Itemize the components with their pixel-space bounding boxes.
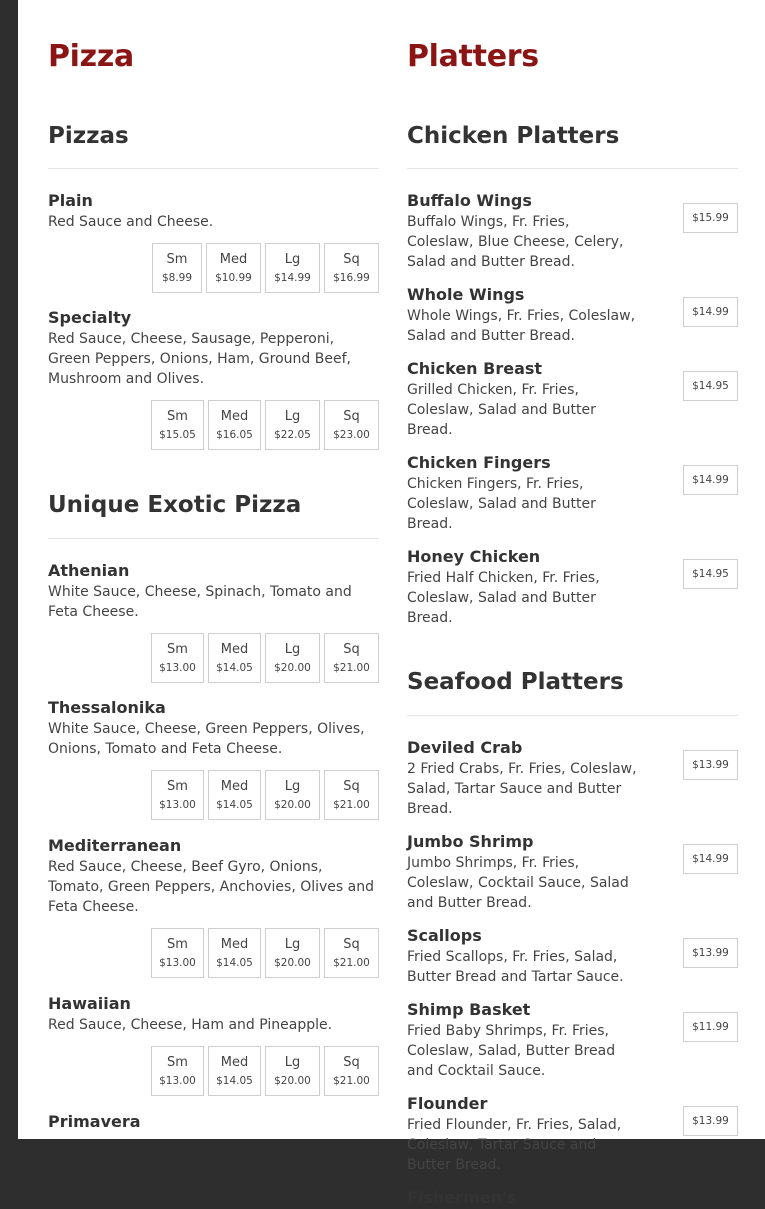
- price-label: $21.00: [333, 662, 370, 674]
- price-badge[interactable]: $14.99: [683, 297, 738, 327]
- size-label: Lg: [284, 937, 301, 952]
- price-option-med[interactable]: [208, 770, 261, 820]
- price-options: [48, 400, 379, 450]
- item-description: Fried Scallops, Fr. Fries, Salad, Butter Bread and Tartar Sauce.: [407, 949, 624, 985]
- price-label: $13.00: [159, 662, 196, 674]
- section-title-pizzas: Pizzas: [48, 123, 129, 149]
- item-name: Flounder: [407, 1094, 488, 1113]
- item-description: Fried Baby Shrimps, Fr. Fries, Coleslaw, Salad, Butter Bread and Cocktail Sauce.: [407, 1023, 616, 1079]
- item-name: Primavera: [48, 1112, 141, 1131]
- size-label: Lg: [284, 1055, 301, 1070]
- menu-item-scallops[interactable]: [407, 925, 738, 987]
- size-label: Sq: [343, 1055, 360, 1070]
- item-name: Plain: [48, 191, 93, 210]
- item-name: Honey Chicken: [407, 547, 541, 566]
- divider: [407, 715, 738, 716]
- menu-item-buffalo-wings[interactable]: [407, 190, 738, 272]
- size-label: Sq: [343, 779, 360, 794]
- menu-item-thessalonika[interactable]: [48, 697, 379, 820]
- size-label: Med: [220, 937, 249, 952]
- price-label: $22.05: [274, 429, 311, 441]
- item-name: Deviled Crab: [407, 738, 523, 757]
- item-description: Red Sauce and Cheese.: [48, 214, 214, 230]
- price-option-med[interactable]: [206, 243, 261, 293]
- item-name: Athenian: [48, 561, 130, 580]
- item-description: Fried Half Chicken, Fr. Fries, Coleslaw, Salad and Butter Bread.: [407, 570, 600, 626]
- divider: [48, 168, 379, 169]
- item-description: White Sauce, Cheese, Green Peppers, Olives, Onions, Tomato and Feta Cheese.: [48, 721, 365, 757]
- price-label: $20.00: [274, 799, 311, 811]
- item-description: White Sauce, Cheese, Spinach, Tomato and Feta Cheese.: [48, 584, 352, 620]
- menu-item-mediterranean[interactable]: [48, 835, 379, 978]
- price-options: [48, 1046, 379, 1096]
- price-label: $13.00: [159, 957, 196, 969]
- size-label: Sm: [167, 779, 188, 794]
- menu-item-specialty[interactable]: [48, 307, 379, 450]
- menu-item-jumbo-shrimp[interactable]: [407, 831, 738, 913]
- size-label: Sq: [343, 937, 360, 952]
- menu-item-hawaiian[interactable]: [48, 993, 379, 1096]
- price-label: $14.05: [216, 957, 253, 969]
- item-name: Chicken Fingers: [407, 453, 551, 472]
- price-options: [48, 770, 379, 820]
- price-option-lg[interactable]: [265, 1046, 320, 1096]
- price-label: $13.00: [159, 1075, 196, 1087]
- price-label: $23.00: [333, 429, 370, 441]
- menu-item-fishermens[interactable]: [407, 1187, 738, 1209]
- item-name: Buffalo Wings: [407, 191, 532, 210]
- price-label: $21.00: [333, 799, 370, 811]
- price-option-sq[interactable]: [324, 1046, 379, 1096]
- menu-item-flounder[interactable]: [407, 1093, 738, 1175]
- item-description: Chicken Fingers, Fr. Fries, Coleslaw, Salad and Butter Bread.: [407, 476, 596, 532]
- price-badge[interactable]: $14.95: [683, 371, 738, 401]
- price-badge[interactable]: $13.99: [683, 750, 738, 780]
- menu-item-chicken-breast[interactable]: [407, 358, 738, 440]
- item-name: Hawaiian: [48, 994, 131, 1013]
- price-option-sq[interactable]: [324, 243, 379, 293]
- price-option-sq[interactable]: [324, 633, 379, 683]
- price-option-sq[interactable]: [324, 928, 379, 978]
- item-description: Whole Wings, Fr. Fries, Coleslaw, Salad and Butter Bread.: [407, 308, 636, 344]
- size-label: Sm: [167, 409, 188, 424]
- category-title-pizza: Pizza: [48, 39, 134, 74]
- section-title-chicken: Chicken Platters: [407, 123, 620, 149]
- price-option-med[interactable]: [208, 928, 261, 978]
- price-label: $21.00: [333, 957, 370, 969]
- price-badge[interactable]: $14.99: [683, 844, 738, 874]
- item-name: Thessalonika: [48, 698, 166, 717]
- item-description: Jumbo Shrimps, Fr. Fries, Coleslaw, Cocktail Sauce, Salad and Butter Bread.: [407, 855, 629, 911]
- item-description: Grilled Chicken, Fr. Fries, Coleslaw, Salad and Butter Bread.: [407, 382, 596, 438]
- price-label: $16.99: [333, 272, 370, 284]
- menu-item-shimp-basket[interactable]: [407, 999, 738, 1081]
- price-label: $14.05: [216, 1075, 253, 1087]
- price-option-lg[interactable]: [265, 633, 320, 683]
- price-badge[interactable]: $13.99: [683, 938, 738, 968]
- price-option-lg[interactable]: [265, 770, 320, 820]
- item-description: 2 Fried Crabs, Fr. Fries, Coleslaw, Salad, Tartar Sauce and Butter Bread.: [407, 761, 637, 817]
- price-option-sm[interactable]: [151, 1046, 204, 1096]
- item-name: Specialty: [48, 308, 132, 327]
- size-label: Med: [220, 642, 249, 657]
- item-name: Scallops: [407, 926, 482, 945]
- item-name: Shimp Basket: [407, 1000, 531, 1019]
- item-description: Red Sauce, Cheese, Ham and Pineapple.: [48, 1017, 333, 1033]
- price-badge[interactable]: $14.99: [683, 465, 738, 495]
- price-option-med[interactable]: [208, 633, 261, 683]
- price-option-sm[interactable]: [152, 243, 202, 293]
- price-options: [48, 928, 379, 978]
- price-label: $8.99: [161, 272, 193, 284]
- size-label: Med: [219, 252, 248, 267]
- price-option-med[interactable]: [208, 1046, 261, 1096]
- menu-item-whole-wings[interactable]: [407, 284, 738, 346]
- price-label: $14.99: [274, 272, 311, 284]
- item-name: Mediterranean: [48, 836, 182, 855]
- item-description: Red Sauce, Cheese, Sausage, Pepperoni, Green Peppers, Onions, Ham, Ground Beef, Mushroom and Olives.: [48, 331, 351, 387]
- size-label: Sm: [167, 642, 188, 657]
- price-option-sm[interactable]: [151, 928, 204, 978]
- menu-item-plain[interactable]: [48, 190, 379, 293]
- item-name: Jumbo Shrimp: [407, 832, 534, 851]
- section-title-seafood: Seafood Platters: [407, 669, 624, 695]
- price-label: $15.05: [159, 429, 196, 441]
- section-title-exotic: Unique Exotic Pizza: [48, 492, 302, 518]
- size-label: Sq: [343, 252, 360, 267]
- price-options: [48, 243, 379, 293]
- menu-item-chicken-fingers[interactable]: [407, 452, 738, 534]
- divider: [48, 538, 379, 539]
- item-name: Chicken Breast: [407, 359, 543, 378]
- category-title-platters: Platters: [407, 39, 539, 74]
- item-name: Whole Wings: [407, 285, 525, 304]
- size-label: Sq: [343, 409, 360, 424]
- price-badge[interactable]: $14.95: [683, 559, 738, 589]
- size-label: Sq: [343, 642, 360, 657]
- size-label: Lg: [284, 409, 301, 424]
- item-description: Fried Flounder, Fr. Fries, Salad, Coleslaw, Tartar Sauce and Butter Bread.: [407, 1117, 622, 1173]
- menu-item-athenian[interactable]: [48, 560, 379, 683]
- price-option-lg[interactable]: [265, 400, 320, 450]
- pizza-column: [48, 0, 379, 1133]
- size-label: Lg: [284, 252, 301, 267]
- menu-item-deviled-crab[interactable]: [407, 737, 738, 819]
- item-description: Red Sauce, Cheese, Beef Gyro, Onions, Tomato, Green Peppers, Anchovies, Olives and Feta Cheese.: [48, 859, 374, 915]
- price-label: $13.00: [159, 799, 196, 811]
- menu-item-primavera[interactable]: [48, 1111, 379, 1133]
- price-option-sq[interactable]: [324, 400, 379, 450]
- price-option-sm[interactable]: [151, 633, 204, 683]
- menu-page: [18, 0, 765, 1207]
- item-description: Buffalo Wings, Fr. Fries, Coleslaw, Blue Cheese, Celery, Salad and Butter Bread.: [407, 214, 624, 270]
- size-label: Lg: [284, 642, 301, 657]
- size-label: Lg: [284, 779, 301, 794]
- price-option-lg[interactable]: [265, 928, 320, 978]
- price-badge[interactable]: $11.99: [683, 1012, 738, 1042]
- price-label: $10.99: [215, 272, 252, 284]
- price-label: $20.00: [274, 662, 311, 674]
- divider: [407, 168, 738, 169]
- price-label: $20.00: [274, 1075, 311, 1087]
- item-name: Fishermen's: [407, 1188, 517, 1207]
- platters-column: [407, 0, 738, 1209]
- price-option-med[interactable]: [208, 400, 261, 450]
- price-label: $21.00: [333, 1075, 370, 1087]
- size-label: Med: [220, 779, 249, 794]
- price-option-sm[interactable]: [151, 400, 204, 450]
- size-label: Sm: [167, 937, 188, 952]
- price-option-sq[interactable]: [324, 770, 379, 820]
- price-options: [48, 633, 379, 683]
- price-label: $16.05: [216, 429, 253, 441]
- price-label: $20.00: [274, 957, 311, 969]
- price-label: $14.05: [216, 799, 253, 811]
- price-option-lg[interactable]: [265, 243, 320, 293]
- price-badge[interactable]: $15.99: [683, 203, 738, 233]
- menu-item-honey-chicken[interactable]: [407, 546, 738, 628]
- price-badge[interactable]: $13.99: [683, 1106, 738, 1136]
- price-label: $14.05: [216, 662, 253, 674]
- size-label: Sm: [167, 1055, 188, 1070]
- size-label: Med: [220, 1055, 249, 1070]
- size-label: Med: [220, 409, 249, 424]
- size-label: Sm: [166, 252, 188, 267]
- price-option-sm[interactable]: [151, 770, 204, 820]
